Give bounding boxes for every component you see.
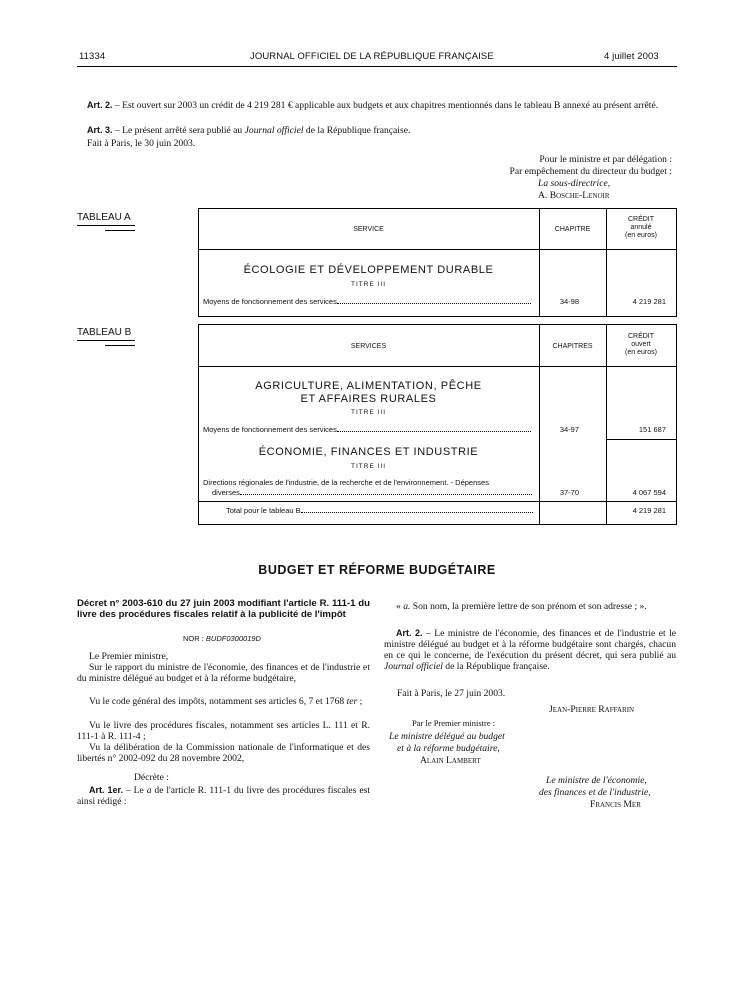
journal-title: JOURNAL OFFICIEL DE LA RÉPUBLIQUE FRANÇAISE [250,51,494,62]
art2-text-end: de la République française. [442,661,550,672]
p3-end: ; [357,696,363,707]
p3-text: Vu le code général des impôts, notamment ses articles 6, 7 et 1768 [89,696,347,707]
tableau-b-row2-chapitre: 37-70 [559,488,579,497]
dot-leader [337,303,531,304]
art1-text: – Le [123,785,147,796]
tableau-b-underline [77,340,135,341]
art2-label: Art. 2. [87,100,113,110]
tableau-a-row-chapitre: 34-98 [559,297,579,306]
dot-leader [337,431,531,432]
ministry-1-line-1: AGRICULTURE, ALIMENTATION, PÊCHE [255,380,482,392]
tableau-b-underline-2 [105,345,135,346]
tableau-a-header-rule [198,249,676,250]
total-label-text: Total pour le tableau B [226,506,301,515]
tableau-b-total-rule [198,501,676,502]
row-label-text: diverses [212,488,240,497]
quote-letter: a. [403,601,411,612]
art1-a: a [146,785,152,796]
decrete: Décrète : [134,772,169,783]
sig3-line-1: Le ministre de l'économie, [546,775,647,786]
dot-leader [301,512,533,513]
row-label-text: Moyens de fonctionnement des services [203,425,337,434]
tableau-b-row2-credit: 4 067 594 [632,488,666,497]
sig-line-2: Par empêchement du directeur du budget : [509,166,672,177]
tableau-b-titre-1: TITRE III [351,409,386,416]
tableau-b-titre-2: TITRE III [351,463,386,470]
section-title: BUDGET ET RÉFORME BUDGÉTAIRE [258,563,496,577]
tableau-b-total-credit: 4 219 281 [632,506,666,515]
page-number: 11334 [79,51,106,62]
fait-paris-2: Fait à Paris, le 27 juin 2003. [397,688,506,699]
decree-p2: Sur le rapport du ministre de l'économie, des finances et de l'industrie et du ministre délégué au budget et à la réforme budgétaire, [77,662,370,684]
par-premier-ministre: Par le Premier ministre : [412,718,496,728]
sig-lambert: Alain Lambert [420,755,481,766]
sig-mer: Francis Mer [590,799,641,810]
credit-head-1: CRÉDIT [627,333,655,340]
tableau-b-col-credit [606,333,676,357]
decree-p1: Le Premier ministre, [89,651,169,662]
tableau-a-titre: TITRE III [351,281,386,288]
decree-art1 [77,785,370,807]
tableau-b-col-services: SERVICES [350,343,387,350]
nor-value: BUDF0300019D [205,634,261,643]
tableau-a-col-service: SERVICE [353,226,384,233]
ministry-1-line-2: ET AFFAIRES RURALES [300,393,437,405]
tableau-a-underline [77,225,135,226]
tableau-b-row1-chapitre: 34-97 [559,425,579,434]
sig-raffarin: Jean-Pierre Raffarin [549,704,635,715]
art2-text: – Le ministre de l'économie, des finances et de l'industrie et le ministre délégué au budget et à la réforme budgétaire sont chargés, chacun en ce qui le concerne, de l'exécution du présent décret, qui sera publié au [384,628,676,661]
tableau-a-col-credit [606,216,676,240]
art3-text-end: de la République française. [303,125,411,136]
sig3-line-2: des finances et de l'industrie, [539,787,651,798]
credit-head-2: ouvert [631,341,651,348]
tableau-b-row1-rule [606,439,676,440]
sig2-line-1: Le ministre délégué au budget [389,731,505,742]
credit-head-3: (en euros) [625,349,657,356]
nor-label: NOR : [183,634,206,643]
tableau-a-underline-2 [105,230,135,231]
tableau-b-row1-label [203,425,531,434]
tableau-b-ministry-1 [198,380,539,406]
decree-p5: Vu la délibération de la Commission nationale de l'informatique et des libertés n° 2002-092 du 28 novembre 2002, [77,742,370,764]
art1-label: Art. 1er. [89,785,124,795]
fait-paris-1: Fait à Paris, le 30 juin 2003. [87,138,196,149]
credit-head-2: annulé [630,224,652,231]
art3-paragraph [87,124,677,137]
p3-ter: ter [346,696,358,707]
tableau-a-row-credit: 4 219 281 [632,297,666,306]
art3-label: Art. 3. [87,125,113,135]
tableau-b-header-rule [198,366,676,367]
journal-officiel: Journal officiel [244,125,304,136]
sig-line-4: A. Bosche-Lenoir [538,190,610,201]
quote-a [384,601,676,612]
tableau-b-row2-label-line-1: Directions régionales de l'industrie, de la recherche et de l'environnement. - Dépenses [203,478,489,487]
dot-leader [240,494,533,495]
sig2-line-2: et à la réforme budgétaire, [397,743,500,754]
tableau-b-row2-label-line-2 [212,488,533,497]
credit-head-3: (en euros) [625,232,657,239]
journal-officiel: Journal officiel [384,661,443,672]
art3-text: – Le présent arrêté sera publié au [112,125,245,136]
decree-art2 [384,628,676,672]
sig-line-1: Pour le ministre et par délégation : [539,154,672,165]
decree-p4: Vu le livre des procédures fiscales, notamment ses articles L. 111 et R. 111-1 à R. 111-4 ; [77,720,370,742]
credit-head-1: CRÉDIT [627,216,655,223]
tableau-b-col-chapitres: CHAPITRES [552,343,593,350]
tableau-b-row1-credit: 151 687 [638,425,666,434]
art2-paragraph [77,99,677,112]
quote-text: Son nom, la première lettre de son prénom et son adresse ; ». [410,601,647,612]
decree-title: Décret n° 2003-610 du 27 juin 2003 modifiant l'article R. 111-1 du livre des procédures fiscales relatif à la publicité de l'impôt [77,598,370,620]
tableau-a-label: TABLEAU A [77,212,131,223]
issue-date: 4 juillet 2003 [604,51,659,62]
tableau-b-total-label [226,506,533,515]
tableau-a-row-label [203,297,531,306]
art2-text: – Est ouvert sur 2003 un crédit de 4 219 281 € applicable aux budgets et aux chapitres mentionnés dans le tableau B annexé au présent arrêté. [112,100,659,111]
row-label-text: Moyens de fonctionnement des services [203,297,337,306]
tableau-a-ministry: ÉCOLOGIE ET DÉVELOPPEMENT DURABLE [243,264,494,276]
art1-text-end: de l'article R. 111-1 du livre des procédures fiscales est ainsi rédigé : [77,785,370,807]
quote-open: « [396,601,404,612]
decree-p3 [77,696,370,707]
tableau-b-label: TABLEAU B [77,327,132,338]
tableau-b-ministry-2: ÉCONOMIE, FINANCES ET INDUSTRIE [258,446,479,458]
tableau-a-col-chapitre: CHAPITRE [554,226,591,233]
header-rule [77,66,677,67]
sig-line-3: La sous-directrice, [538,178,611,189]
nor-reference [183,634,261,643]
art2-label: Art. 2. [396,628,423,638]
